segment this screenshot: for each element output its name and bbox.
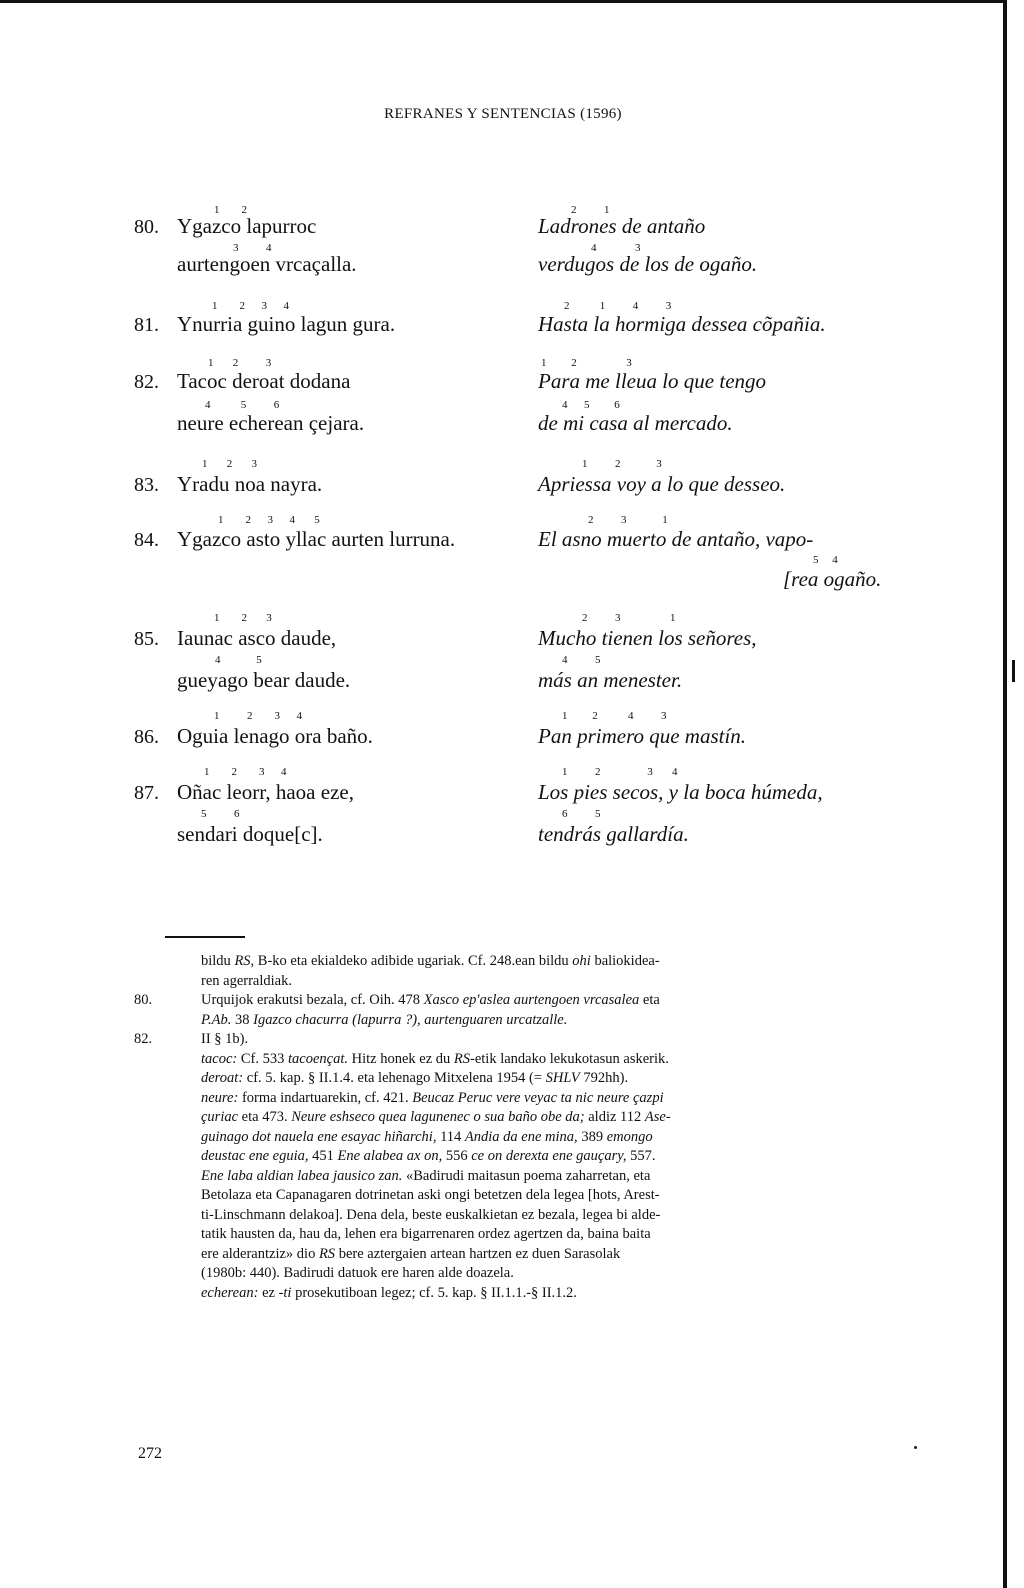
translation-line: Para me lleua lo que tengo [538,369,767,393]
footnote-label: 82. [134,1031,153,1047]
word-order-marks: 2 1 4 3 [564,300,672,312]
footnote-separator [165,936,245,938]
proverb-entry-85 [134,608,894,692]
proverb-line: Oñac leorr, haoa eze, [177,780,354,804]
word-order-marks: 1 2 3 [208,357,272,369]
entry-number: 87. [134,782,159,804]
word-order-marks: 4 5 6 [205,399,280,411]
translation-line: Los pies secos, y la boca húmeda, [538,780,823,804]
page-right-edge [1003,0,1007,1588]
word-order-marks: 4 5 [215,654,262,666]
word-order-marks: 1 2 3 4 5 [218,514,320,526]
word-order-marks: 1 2 3 4 [212,300,289,312]
translation-line: Mucho tienen los señores, [538,626,757,650]
translation-line: Ladrones de antaño [538,214,706,238]
proverb-line: Tacoc deroat dodana [177,369,351,393]
entry-number: 86. [134,726,159,748]
proverb-line: Ynurria guino lagun gura. [177,312,396,336]
translation-line: más an menester. [538,668,683,692]
proverb-line: Ygazco lapurroc [177,214,317,238]
word-order-marks: 6 5 [562,808,601,820]
translation-line: de mi casa al mercado. [538,411,733,435]
translation-line: verdugos de los de ogaño. [538,252,758,276]
word-order-marks: 1 2 3 [582,458,662,470]
word-order-marks: 1 2 3 4 [214,710,302,722]
word-order-marks: 5 6 [201,808,240,820]
proverb-line: neure echerean çejara. [177,411,365,435]
word-order-marks: 1 2 3 [202,458,257,470]
page-edge-mark [1012,660,1015,682]
translation-line: Apriessa voy a lo que desseo. [538,472,786,496]
proverb-entry-87 [134,762,894,846]
proverb-line: Iaunac asco daude, [177,626,337,650]
footnote-82-neure: neure: forma indartuarekin, cf. 421. Beucaz Peruc vere veyac ta nic neure çazpi çuriac eta 473. Neure eshseco quea lagunenec o sua baño obe da; aldiz 112 Ase- guinago dot nauela ene esayac hiñarchi, 114 Andia da ene mina, 389 emongo deustac ene eguia, 451 Ene alabea ax on, 556 ce on derexta ene gauçary, 557. Ene laba aldian labea jausico zan. «Badirudi maitasun poema zaharretan, eta Betolaza eta Capanagaren dotrinetan aski ongi betetzen dela legea [hots, Arest- ti-Linschmann delakoa]. Dena dela, beste euskalkietan ez bezala, legea bi alde- tatik hausten da, hau da, lehen era bigarrenaren ordez agertzen da, baina baita ere alderantziz» dio RS bere aztergaien artean hartzen ez duen Sarasolak (1980b: 440). Badirudi datuok ere haren alde doazela. [201,1089,671,1281]
translation-line: Pan primero que mastín. [538,724,747,748]
entry-number: 81. [134,314,159,336]
proverb-line: aurtengoen vrcaçalla. [177,252,357,276]
footnote-82: 82. II § 1b). [134,1030,896,1050]
word-order-marks: 1 2 3 [214,612,272,624]
proverb-line: Oguia lenago ora baño. [177,724,373,748]
word-order-marks: 3 4 [233,242,272,254]
page-number: 272 [138,1445,162,1462]
scan-speck [914,1446,917,1449]
word-order-marks: 4 5 [562,654,601,666]
proverb-entry-84 [134,512,894,592]
word-order-marks: 4 5 6 [562,399,620,411]
translation-line: tendrás gallardía. [538,822,689,846]
word-order-marks: 2 1 [571,204,610,216]
word-order-marks: 1 2 3 [541,357,632,369]
footnote-82-deroat: deroat: cf. 5. kap. § II.1.4. eta lehenago Mitxelena 1954 (= SHLV 792hh). [201,1070,629,1086]
word-order-marks: 2 3 1 [588,514,668,526]
proverb-line: gueyago bear daude. [177,668,351,692]
translation-line: El asno muerto de antaño, vapo- [538,527,814,551]
entry-number: 84. [134,529,159,551]
translation-line-continuation: [rea ogaño. [783,567,882,591]
footnote-80: 80. Urquijok erakutsi bezala, cf. Oih. 478 Xasco ep'aslea aurtengoen vrcasalea eta P.Ab. 38 Igazco chacurra (lapurra ?), aurtenguaren urcatzalle. [134,992,660,1028]
translation-line: Hasta la hormiga dessea cõpañia. [538,312,826,336]
footnote-label: 80. [134,992,153,1008]
page-top-rule [0,0,1006,3]
entry-number: 85. [134,628,159,650]
word-order-marks: 1 2 3 4 [562,766,678,778]
word-order-marks: 2 3 1 [582,612,676,624]
word-order-marks: 1 2 [214,204,247,216]
word-order-marks: 4 3 [591,242,641,254]
proverb-entry-82 [134,349,894,435]
footnote-82-echerean: echerean: ez -ti prosekutiboan legez; cf. 5. kap. § II.1.1.-§ II.1.2. [201,1284,577,1301]
entry-number: 80. [134,216,159,238]
footnotes [134,952,896,1303]
proverb-line: Ygazco asto yllac aurten lurruna. [177,527,456,551]
proverb-entry-80 [134,196,894,276]
proverb-line: sendari doque[c]. [177,822,323,846]
word-order-marks: 1 2 4 3 [562,710,667,722]
footnote-82-tacoc: tacoc: Cf. 533 tacoençat. Hitz honek ez du RS-etik landako lekukotasun askerik. [201,1050,669,1067]
running-header: REFRANES Y SENTENCIAS (1596) [384,106,622,122]
word-order-marks: 1 2 3 4 [204,766,287,778]
proverb-line: Yradu noa nayra. [177,472,323,496]
word-order-marks: 5 4 [813,554,838,566]
entry-number: 82. [134,371,159,393]
footnote-continuation: bildu RS, B-ko eta ekialdeko adibide ugariak. Cf. 248.ean bildu ohi baliokidea- ren agerraldiak. [201,953,660,989]
entry-number: 83. [134,474,159,496]
